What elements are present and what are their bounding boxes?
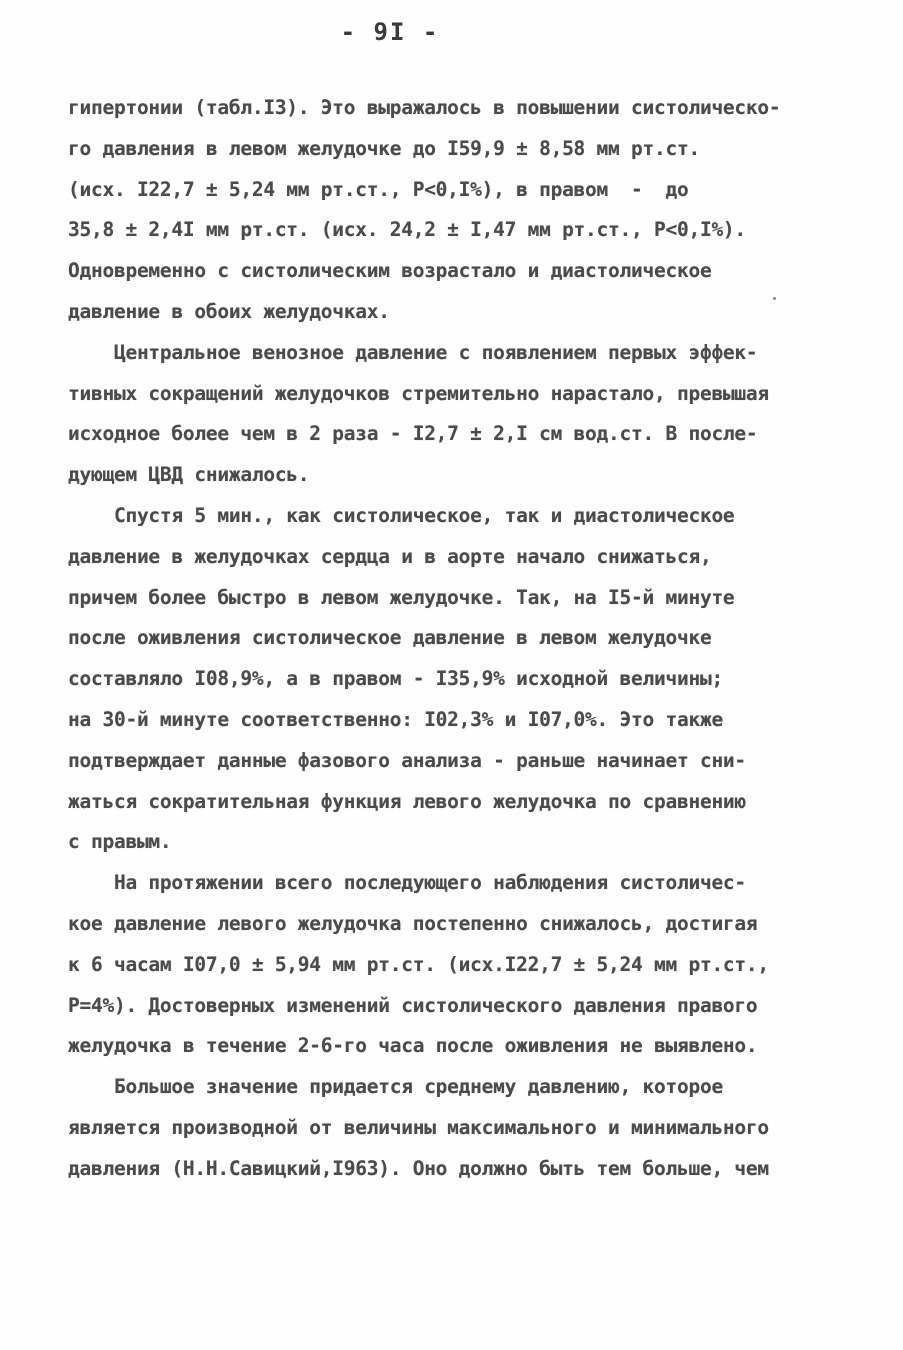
- text-line: го давления в левом желудочке до I59,9 ± 8,58 мм рт.ст.: [68, 136, 700, 160]
- text-line: Большое значение придается среднему давлению, которое: [68, 1075, 723, 1099]
- text-line: дующем ЦВД снижалось.: [68, 463, 310, 487]
- paragraph-1: [68, 88, 838, 333]
- text-line: На протяжении всего последующего наблюдения систоличес-: [68, 871, 746, 895]
- page-number: - 9I -: [340, 18, 440, 46]
- text-line: причем более быстро в левом желудочке. Так, на I5-й минуте: [68, 585, 735, 609]
- paragraph-2: [68, 333, 838, 496]
- text-line: Центральное венозное давление с появлением первых эффек-: [68, 340, 758, 364]
- text-line: давление в обоих желудочках.: [68, 299, 390, 323]
- text-line: к 6 часам I07,0 ± 5,94 мм рт.ст. (исх.I22,7 ± 5,24 мм рт.ст.,: [68, 952, 769, 976]
- paragraph-4: [68, 863, 838, 1067]
- text-line: жаться сократительная функция левого желудочка по сравнению: [68, 789, 746, 813]
- scan-speck: [773, 297, 776, 300]
- text-line: давления (Н.Н.Савицкий,I963). Оно должно быть тем больше, чем: [68, 1156, 769, 1180]
- text-line: 35,8 ± 2,4I мм рт.ст. (исх. 24,2 ± I,47 мм рт.ст., Р<0,I%).: [68, 218, 746, 242]
- text-line: на 30-й минуте соответственно: I02,3% и I07,0%. Это также: [68, 707, 723, 731]
- text-line: кое давление левого желудочка постепенно снижалось, достигая: [68, 911, 758, 935]
- text-line: давление в желудочках сердца и в аорте начало снижаться,: [68, 544, 712, 568]
- paragraph-5: [68, 1067, 838, 1189]
- paragraph-3: [68, 496, 838, 863]
- text-line: желудочка в течение 2-6-го часа после оживления не выявлено.: [68, 1034, 758, 1058]
- text-line: является производной от величины максимального и минимального: [68, 1115, 769, 1139]
- body-text: [68, 88, 838, 1190]
- text-line: Р=4%). Достоверных изменений систолического давления правого: [68, 993, 758, 1017]
- text-line: Спустя 5 мин., как систолическое, так и диастолическое: [68, 503, 735, 527]
- text-line: тивных сокращений желудочков стремительно нарастало, превышая: [68, 381, 769, 405]
- text-line: гипертонии (табл.I3). Это выражалось в повышении систолическо-: [68, 96, 781, 119]
- text-line: Одновременно с систолическим возрастало и диастолическое: [68, 259, 712, 283]
- text-line: (исх. I22,7 ± 5,24 мм рт.ст., Р<0,I%), в правом - до: [68, 177, 689, 201]
- text-line: исходное более чем в 2 раза - I2,7 ± 2,I см вод.ст. В после-: [68, 422, 758, 446]
- text-line: после оживления систолическое давление в левом желудочке: [68, 626, 712, 650]
- text-line: подтверждает данные фазового анализа - раньше начинает сни-: [68, 748, 746, 772]
- text-line: с правым.: [68, 830, 172, 854]
- text-line: составляло I08,9%, а в правом - I35,9% исходной величины;: [68, 667, 723, 691]
